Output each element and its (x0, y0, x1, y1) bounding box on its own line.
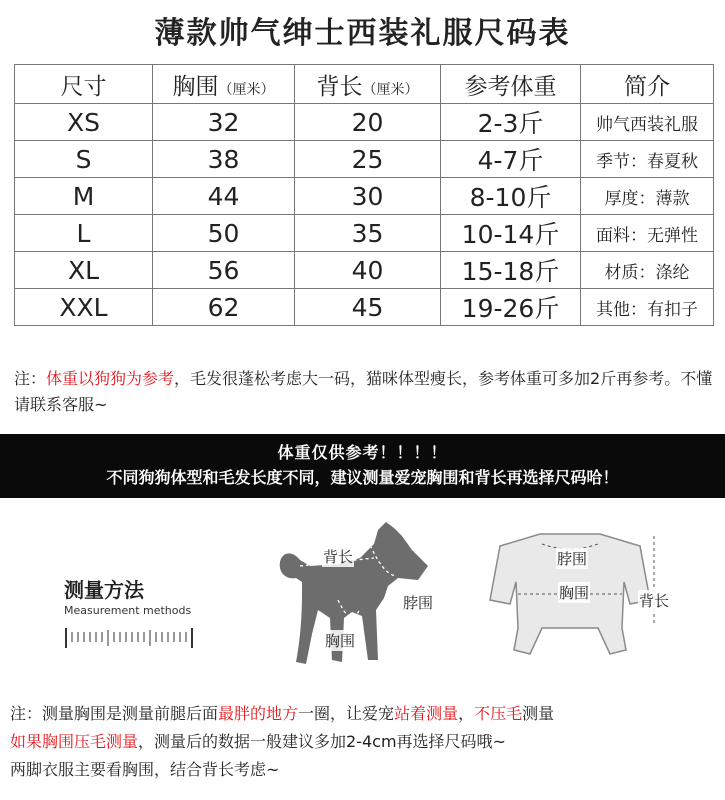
measure-note (10, 700, 720, 784)
cell-chest: 62 (153, 289, 295, 326)
cell-back: 35 (295, 215, 441, 252)
garment-back-label: 背长 (639, 592, 670, 610)
size-note (14, 366, 714, 418)
header-intro: 简介 (581, 65, 714, 104)
note2-text-5: ，测量后的数据一般建议多加2-4cm再选择尺码哦~ (138, 732, 506, 751)
warning-banner (0, 434, 725, 498)
measure-subtitle: Measurement methods (64, 604, 192, 617)
note2-text-1: 测量胸围是测量前腿后面 (42, 704, 219, 723)
cell-chest: 50 (153, 215, 295, 252)
ruler-icon (64, 624, 204, 654)
dog-chest-label: 胸围 (325, 632, 356, 650)
note2-text-3: ， (458, 704, 475, 723)
cell-size: L (15, 215, 153, 252)
note2-prefix: 注： (10, 704, 43, 723)
header-size: 尺寸 (15, 65, 153, 104)
cell-weight: 15-18斤 (441, 252, 581, 289)
measure-note-line-1 (10, 700, 720, 728)
cell-size: XS (15, 104, 153, 141)
garment-neck-label: 脖围 (557, 550, 588, 568)
cell-back: 40 (295, 252, 441, 289)
cell-intro: 面料：无弹性 (581, 215, 714, 252)
table-row (15, 289, 714, 326)
cell-weight: 19-26斤 (441, 289, 581, 326)
note2-highlight-4: 如果胸围压毛测量 (10, 732, 139, 751)
dog-neck-label: 脖围 (403, 594, 434, 612)
cell-chest: 38 (153, 141, 295, 178)
note2-highlight-2: 站着测量 (394, 704, 459, 723)
cell-size: XL (15, 252, 153, 289)
cell-intro: 帅气西装礼服 (581, 104, 714, 141)
banner-line-1: 体重仅供参考！！！！ (277, 443, 448, 462)
table-row (15, 104, 714, 141)
cell-back: 30 (295, 178, 441, 215)
header-chest-unit: （厘米） (218, 81, 275, 98)
header-back-label: 背长 (316, 73, 363, 100)
measure-note-line-2 (10, 728, 720, 756)
cell-weight: 8-10斤 (441, 178, 581, 215)
cell-intro: 季节：春夏秋 (581, 141, 714, 178)
cell-chest: 56 (153, 252, 295, 289)
table-row (15, 141, 714, 178)
note2-text-4: 测量 (522, 704, 555, 723)
cell-back: 45 (295, 289, 441, 326)
page-title: 薄款帅气绅士西装礼服尺码表 (154, 16, 571, 51)
measure-title: 测量方法 (64, 578, 144, 602)
cell-chest: 44 (153, 178, 295, 215)
cell-weight: 2-3斤 (441, 104, 581, 141)
cell-intro: 厚度：薄款 (581, 178, 714, 215)
banner-line-2: 不同狗狗体型和毛发长度不同，建议测量爱宠胸围和背长再选择尺码哈！ (106, 468, 619, 487)
table-row (15, 178, 714, 215)
header-chest (153, 65, 295, 104)
garment-chest-label: 胸围 (559, 584, 590, 602)
cell-weight: 10-14斤 (441, 215, 581, 252)
note2-highlight-1: 最胖的地方 (218, 704, 299, 723)
size-chart-table (14, 64, 714, 326)
note-prefix: 注： (14, 369, 47, 388)
note2-highlight-3: 不压毛 (474, 704, 523, 723)
cell-size: S (15, 141, 153, 178)
measure-note-line-3: 两脚衣服主要看胸围，结合背长考虑~ (10, 760, 280, 779)
header-weight: 参考体重 (441, 65, 581, 104)
cell-chest: 32 (153, 104, 295, 141)
table-row (15, 252, 714, 289)
table-header-row (15, 65, 714, 104)
note-highlight: 体重以狗狗为参考 (46, 369, 175, 388)
header-chest-label: 胸围 (172, 73, 219, 100)
cell-back: 25 (295, 141, 441, 178)
cell-intro: 其他：有扣子 (581, 289, 714, 326)
header-back-unit: （厘米） (362, 81, 419, 98)
dog-back-label: 背长 (323, 548, 354, 566)
note-text: ，毛发很蓬松考虑大一码，猫咪体型瘦长，参考体重可多加2斤再参考。不懂请联系客服~ (14, 369, 713, 414)
table-row (15, 215, 714, 252)
cell-size: M (15, 178, 153, 215)
cell-intro: 材质：涤纶 (581, 252, 714, 289)
cell-size: XXL (15, 289, 153, 326)
cell-weight: 4-7斤 (441, 141, 581, 178)
cell-back: 20 (295, 104, 441, 141)
note2-text-2: 一圈，让爱宠 (298, 704, 395, 723)
header-back (295, 65, 441, 104)
